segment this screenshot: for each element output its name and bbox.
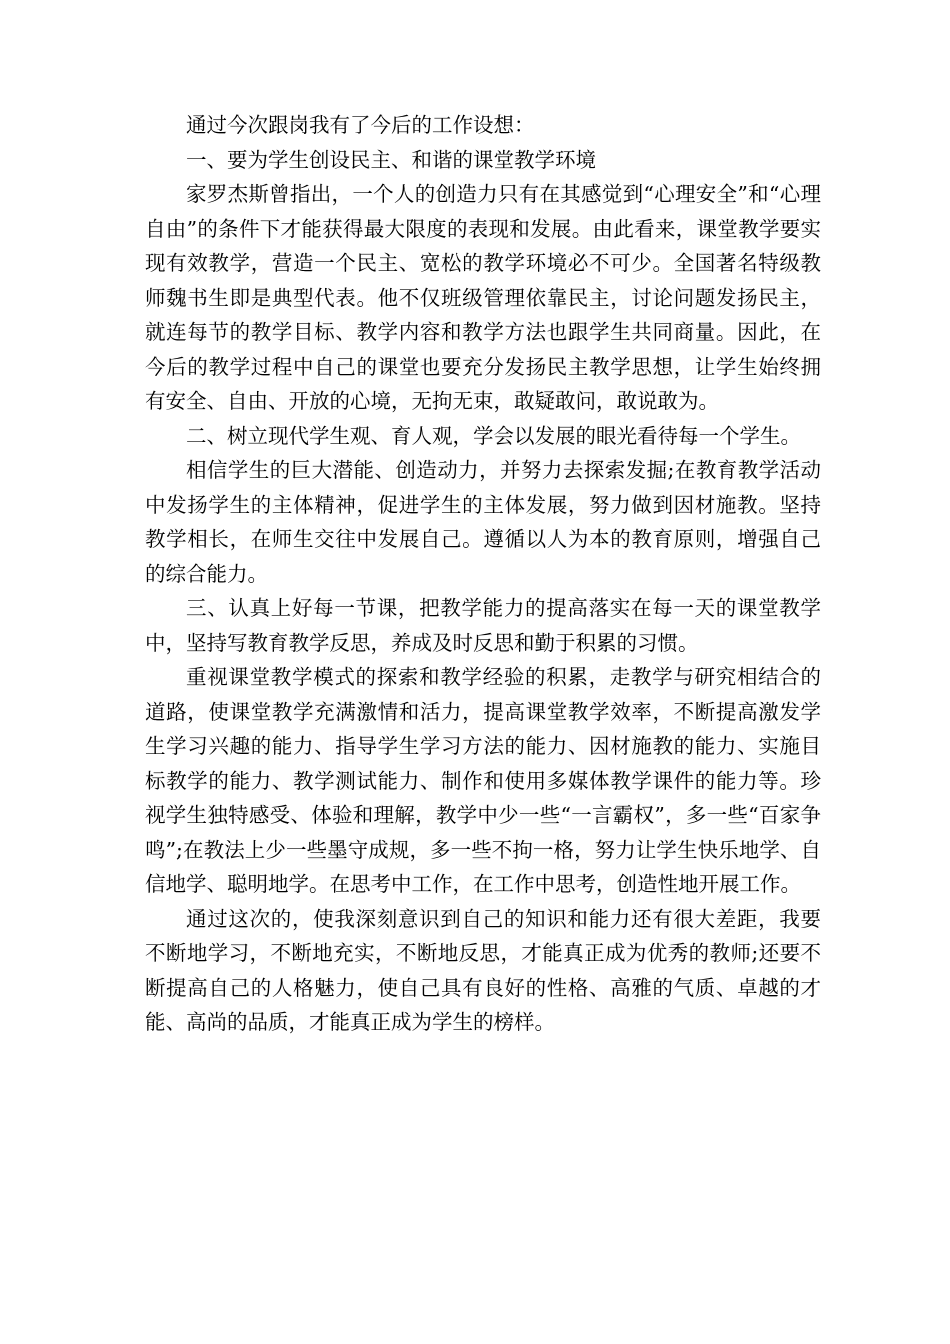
heading-section-1: 一、要为学生创设民主、和谐的课堂教学环境 xyxy=(186,147,596,172)
heading-section-3: 三、认真上好每一节课，把教学能力的提高落实在每一天的课堂教学中，坚持写教育教学反思，养成及时反思和勤于积累的习惯。 xyxy=(145,596,821,655)
paragraph-section-1: 家罗杰斯曾指出，一个人的创造力只有在其感觉到“心理安全”和“心理自由”的条件下才能获得最大限度的表现和发展。由此看来，课堂教学要实现有效教学，营造一个民主、宽松的教学环境必不可少。全国著名特级教师魏书生即是典型代表。他不仅班级管理依靠民主，讨论问题发扬民主，就连每节的教学目标、教学内容和教学方法也跟学生共同商量。因此，在今后的教学过程中自己的课堂也要充分发扬民主教学思想，让学生始终拥有安全、自由、开放的心境，无拘无束，敢疑敢问，敢说敢为。 xyxy=(145,182,821,413)
paragraph-section-2: 相信学生的巨大潜能、创造动力，并努力去探索发掘;在教育教学活动中发扬学生的主体精神，促进学生的主体发展，努力做到因材施教。坚持教学相长，在师生交往中发展自己。遵循以人为本的教育原则，增强自己的综合能力。 xyxy=(145,458,821,586)
paragraph-section-3: 重视课堂教学模式的探索和教学经验的积累，走教学与研究相结合的道路，使课堂教学充满激情和活力，提高课堂教学效率，不断提高激发学生学习兴趣的能力、指导学生学习方法的能力、因材施教的能力、实施目标教学的能力、教学测试能力、制作和使用多媒体教学课件的能力等。珍视学生独特感受、体验和理解，教学中少一些“一言霸权”，多一些“百家争鸣”;在教法上少一些墨守成规，多一些不拘一格，努力让学生快乐地学、自信地学、聪明地学。在思考中工作，在工作中思考，创造性地开展工作。 xyxy=(145,665,821,896)
paragraph-intro: 通过今次跟岗我有了今后的工作设想： xyxy=(186,113,535,137)
paragraph-conclusion: 通过这次的，使我深刻意识到自己的知识和能力还有很大差距，我要不断地学习，不断地充实，不断地反思，才能真正成为优秀的教师;还要不断提高自己的人格魅力，使自己具有良好的性格、高雅的气质、卓越的才能、高尚的品质，才能真正成为学生的榜样。 xyxy=(145,906,821,1034)
document-body xyxy=(145,108,821,1040)
heading-section-2: 二、树立现代学生观、育人观，学会以发展的眼光看待每一个学生。 xyxy=(186,423,801,448)
